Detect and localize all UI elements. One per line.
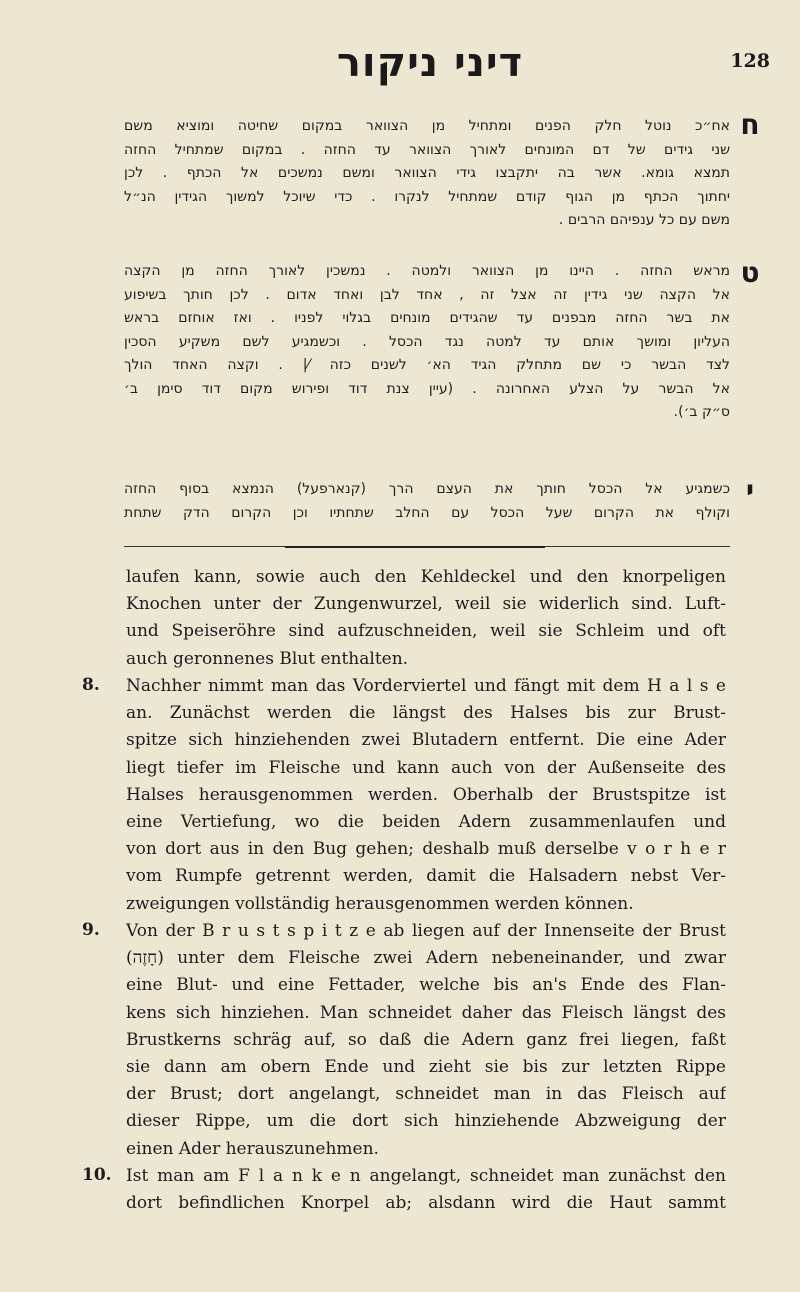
hebrew-paragraph-tet bbox=[124, 260, 730, 425]
hebrew-line: וקולף את הקרום שעל הכסל עם החלב שתחתיו וכן הקרום הדק שתחת bbox=[124, 504, 730, 521]
german-line: dieser Rippe, um die dort sich hinziehende Abzweigung der bbox=[126, 1111, 726, 1132]
paragraph-number-9: 9. bbox=[82, 920, 100, 940]
german-line: einen Ader herauszunehmen. bbox=[126, 1138, 379, 1159]
hebrew-line: אל הבשר על הצלע האחרונה . (עיין צנת דוד ופירוש מקום דוד סימן ב׳ bbox=[124, 380, 730, 397]
german-line: eine Vertiefung, wo die beiden Adern zusammenlaufen und bbox=[126, 811, 726, 832]
german-line: laufen kann, sowie auch den Kehldeckel und den knorpeligen bbox=[126, 567, 726, 587]
hebrew-line: ס״ק ב׳). bbox=[673, 404, 730, 420]
section-divider-bold bbox=[285, 546, 545, 548]
hebrew-section-marker-het: ח bbox=[740, 108, 760, 141]
hebrew-line: מראש החזה . היינו מן הצוואר ולמטה . נמשכין לאורך החזה מן הקצה bbox=[124, 263, 730, 279]
german-line: vom Rumpfe getrennt werden, damit die Halsadern nebst Ver- bbox=[126, 866, 726, 887]
german-line: zweigungen vollständig herausgenommen werden können. bbox=[126, 893, 634, 914]
german-line: Knochen unter der Zungenwurzel, weil sie widerlich sind. Luft- bbox=[126, 594, 726, 615]
page-number: 128 bbox=[730, 50, 770, 72]
german-paragraph-continued bbox=[126, 564, 726, 673]
hebrew-line: שני גידים של דם המונחים לאורך הצוואר עד החזה . במקום שמתחיל החזה bbox=[124, 141, 730, 158]
running-head: דיני ניקור bbox=[336, 40, 524, 86]
german-line: kens sich hinziehen. Man schneidet daher das Fleisch längst des bbox=[126, 1002, 726, 1023]
hebrew-line: יחתוך הכתף מן הגוף קודם שמתחיל לנקרו . כדי שיוכל למשוך הגידין הנ״ל bbox=[124, 188, 730, 205]
hebrew-line: תמצא גומא. אשר בה יתקבצו גידי הצוואר ומשם נמשכים אל הכתף . לכן bbox=[124, 165, 730, 181]
german-paragraph-10 bbox=[126, 1163, 726, 1217]
german-line: sie dann am obern Ende und zieht sie bis zur letzten Rippe bbox=[126, 1056, 726, 1077]
german-paragraph-8 bbox=[126, 673, 726, 918]
hebrew-line: את בשר החזה מבפנים עד שהגידים מונחים בגלוי לפניו . ואז אוחזם בראש bbox=[124, 310, 730, 326]
german-line: Nachher nimmt man das Vorderviertel und fängt mit dem H a l s e bbox=[126, 676, 726, 696]
german-line: und Speiseröhre sind aufzuschneiden, weil sie Schleim und oft bbox=[126, 621, 726, 642]
german-line: Brustkerns schräg auf, so daß die Adern ganz frei liegen, faßt bbox=[126, 1029, 726, 1050]
german-line: Ist man am F l a n k e n angelangt, schneidet man zunächst den bbox=[126, 1166, 726, 1186]
german-paragraph-9 bbox=[126, 918, 726, 1163]
hebrew-line: אח״כ נוטל חלק הפנים ומתחיל מן הצוואר במקום שחיטה ומוציא משם bbox=[124, 118, 730, 134]
hebrew-line: כשמגיע אל הכסל חותך את העצם הרך (קנארפעל) הנמצא בסוף החזה bbox=[124, 481, 730, 497]
hebrew-section-marker-tet: ט bbox=[740, 256, 760, 289]
hebrew-line: העליון ומושך אותם עד למטה נגד הכסל . וכשמגיע לשם משקיע הסכין bbox=[124, 333, 730, 350]
hebrew-paragraph-yod bbox=[124, 478, 730, 525]
german-line: auch geronnenes Blut enthalten. bbox=[126, 648, 409, 669]
hebrew-line: אל הקצה שני גידין זה אצל זה , אחד לבן ואחד אדום . לכן חותך בשיפוע bbox=[124, 286, 730, 303]
german-line: Von der B r u s t s p i t z e ab liegen auf der Innenseite der Brust bbox=[126, 921, 726, 941]
hebrew-paragraph-het bbox=[124, 115, 730, 233]
paragraph-number-10: 10. bbox=[82, 1165, 112, 1185]
german-line: (חָזֶה) unter dem Fleische zwei Adern nebeneinander, und zwar bbox=[126, 948, 726, 969]
german-line: liegt tiefer im Fleische und kann auch von der Außenseite des bbox=[126, 757, 726, 778]
hebrew-section-marker-yod: י bbox=[745, 474, 755, 507]
german-line: spitze sich hinziehenden zwei Blutadern entfernt. Die eine Ader bbox=[126, 730, 726, 751]
german-line: der Brust; dort angelangt, schneidet man in das Fleisch auf bbox=[126, 1084, 726, 1105]
paragraph-number-8: 8. bbox=[82, 675, 100, 695]
german-line: an. Zunächst werden die längst des Halses bis zur Brust- bbox=[126, 703, 726, 724]
german-line: eine Blut- und eine Fettader, welche bis an's Ende des Flan- bbox=[126, 975, 726, 996]
hebrew-line: לצד הבשר כי שם מתחלק הגיד הא׳ לשנים כזה ⁄| . וקצה האחד הולך bbox=[124, 357, 730, 373]
hebrew-line: משם עם כל ענפיהם הרבים . bbox=[558, 212, 730, 228]
german-line: von dort aus in den Bug gehen; deshalb muß derselbe v o r h e r bbox=[126, 839, 726, 860]
german-line: dort befindlichen Knorpel ab; alsdann wird die Haut sammt bbox=[126, 1193, 726, 1214]
german-line: Halses herausgenommen werden. Oberhalb der Brustspitze ist bbox=[126, 784, 726, 805]
